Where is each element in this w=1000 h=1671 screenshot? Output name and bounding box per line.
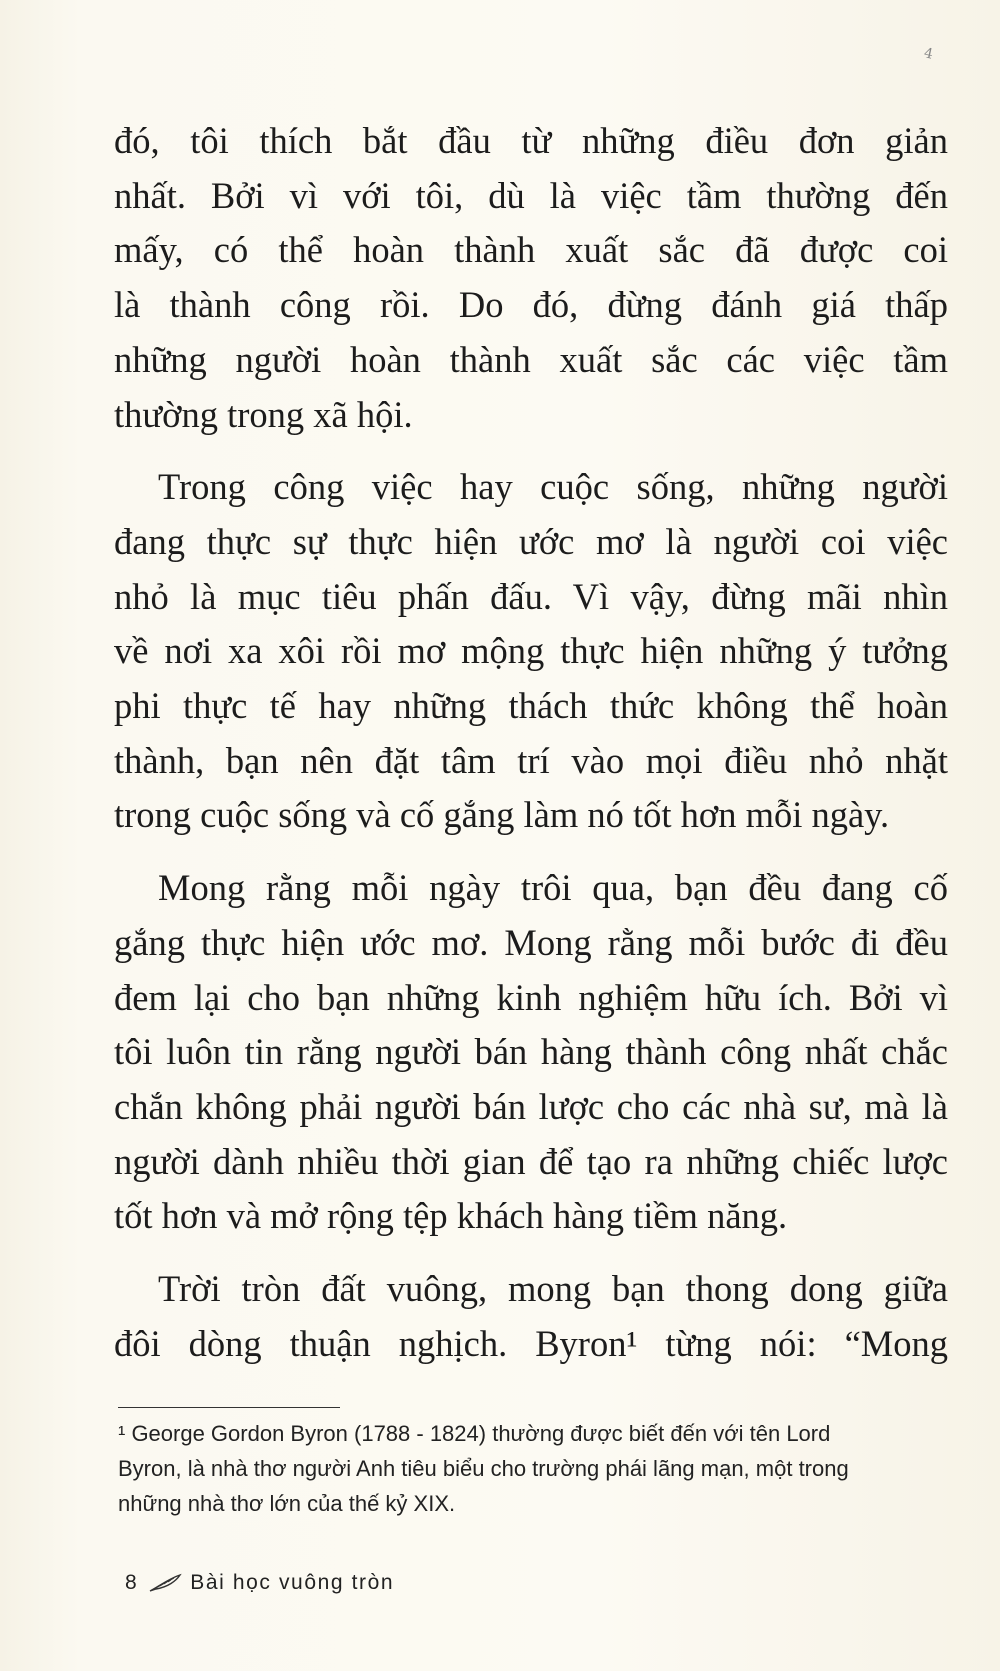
text-line: nhất. Bởi vì với tôi, dù là việc tầm thường đến: [114, 174, 948, 216]
text-line: Trời tròn đất vuông, mong bạn thong dong giữa: [158, 1268, 948, 1310]
quill-pen-icon: [148, 1573, 182, 1593]
text-line: người dành nhiều thời gian để tạo ra những chiếc lược: [114, 1140, 948, 1182]
text-line: đem lại cho bạn những kinh nghiệm hữu ích. Bởi vì: [114, 976, 948, 1018]
body-text: [114, 114, 948, 1371]
text-line: những người hoàn thành xuất sắc các việc tầm: [114, 338, 948, 380]
text-line: chắn không phải người bán lược cho các nhà sư, mà là: [114, 1085, 948, 1127]
text-line: tốt hơn và mở rộng tệp khách hàng tiềm năng.: [114, 1195, 788, 1237]
paragraph: [114, 460, 948, 843]
corner-mark: 4: [922, 45, 935, 63]
page-number: 8: [125, 1571, 139, 1594]
footnote-line: Byron, là nhà thơ người Anh tiêu biểu cho trường phái lãng mạn, một trong: [118, 1456, 849, 1481]
paragraph: [114, 861, 948, 1244]
text-line: gắng thực hiện ước mơ. Mong rằng mỗi bước đi đều: [114, 921, 948, 963]
text-line: trong cuộc sống và cố gắng làm nó tốt hơn mỗi ngày.: [114, 794, 890, 836]
footnote-line: những nhà thơ lớn của thế kỷ XIX.: [118, 1491, 456, 1516]
text-line: đang thực sự thực hiện ước mơ là người coi việc: [114, 520, 948, 562]
text-line: đôi dòng thuận nghịch. Byron¹ từng nói: “Mong: [114, 1322, 948, 1364]
text-line: Trong công việc hay cuộc sống, những người: [158, 466, 948, 508]
footnote-line: ¹ George Gordon Byron (1788 - 1824) thường được biết đến với tên Lord: [118, 1421, 831, 1446]
text-line: là thành công rồi. Do đó, đừng đánh giá thấp: [114, 284, 948, 326]
paragraph: [114, 114, 948, 442]
page-footer: [125, 1571, 394, 1595]
text-line: thành, bạn nên đặt tâm trí vào mọi điều nhỏ nhặt: [114, 739, 948, 781]
text-line: đó, tôi thích bắt đầu từ những điều đơn giản: [114, 120, 948, 161]
footnote: [118, 1416, 954, 1521]
text-line: mấy, có thể hoàn thành xuất sắc đã được coi: [114, 229, 948, 271]
text-line: nhỏ là mục tiêu phấn đấu. Vì vậy, đừng mãi nhìn: [114, 575, 948, 617]
book-title: Bài học vuông tròn: [190, 1571, 395, 1594]
text-line: thường trong xã hội.: [114, 393, 413, 435]
paragraph: [114, 1262, 948, 1371]
footnote-divider: [118, 1407, 340, 1408]
text-line: tôi luôn tin rằng người bán hàng thành công nhất chắc: [114, 1031, 948, 1073]
text-line: Mong rằng mỗi ngày trôi qua, bạn đều đang cố: [158, 867, 948, 909]
text-line: về nơi xa xôi rồi mơ mộng thực hiện những ý tưởng: [114, 630, 948, 672]
text-line: phi thực tế hay những thách thức không thể hoàn: [114, 685, 948, 727]
